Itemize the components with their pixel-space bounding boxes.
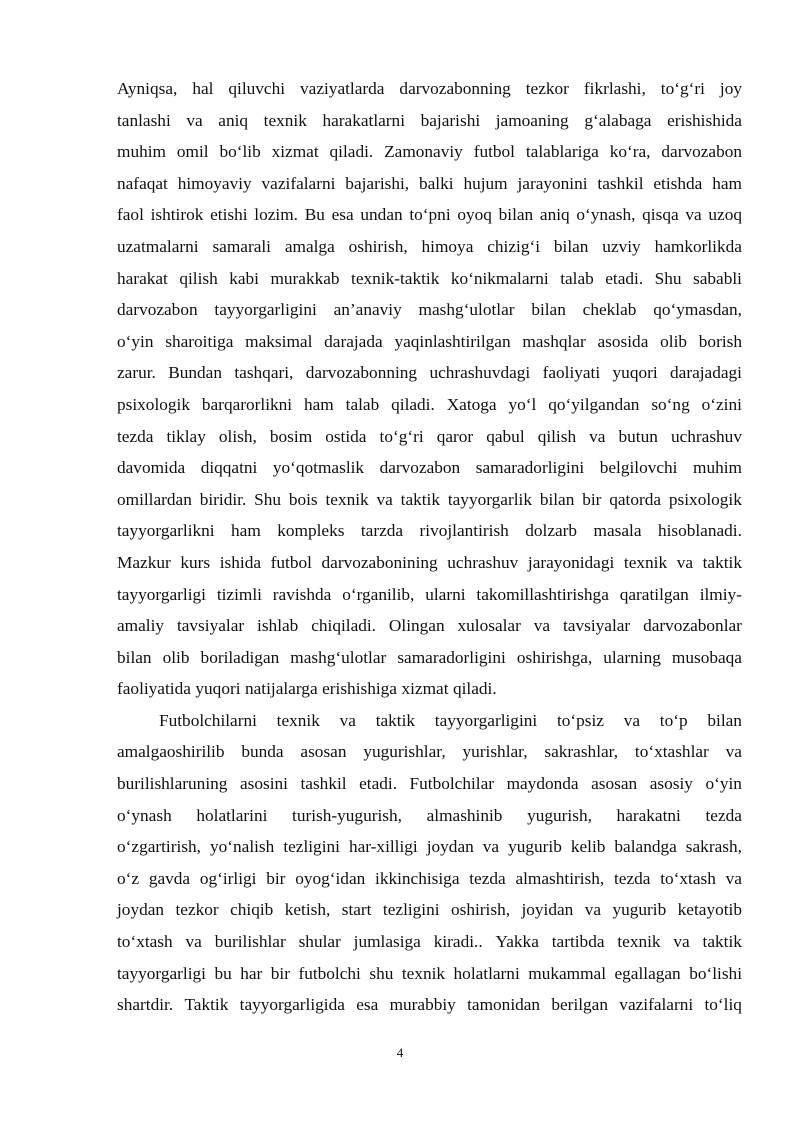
text-line: psixologik barqarorlikni ham talab qiladi. Xatoga yo‘l qo‘yilgandan so‘ng o‘zini — [117, 394, 742, 414]
text-line: amalgaoshirilib bunda asosan yugurishlar, yurishlar, sakrashlar, to‘xtashlar va — [117, 742, 742, 762]
text-line: o‘yin sharoitiga maksimal darajada yaqinlashtirilgan mashqlar asosida olib borish — [117, 331, 742, 351]
text-line: tanlashi va aniq texnik harakatlarni bajarishi jamoaning g‘alabaga erishishida — [117, 110, 742, 130]
text-line: nafaqat himoyaviy vazifalarni bajarishi, balki hujum jarayonini tashkil etishda ham — [117, 173, 742, 193]
text-line: o‘ynash holatlarini turish-yugurish, almashinib yugurish, harakatni tezda — [117, 805, 742, 825]
text-line: o‘zgartirish, yo‘nalish tezligini har-xilligi joydan va yugurib kelib balandga sakrash, — [117, 837, 742, 857]
text-line: faol ishtirok etishi lozim. Bu esa undan to‘pni oyoq bilan aniq o‘ynash, qisqa va uzoq — [117, 205, 742, 225]
text-line: joydan tezkor chiqib ketish, start tezligini oshirish, joyidan va yugurib ketayotib — [117, 900, 742, 920]
paragraph — [117, 705, 742, 1021]
page-number: 4 — [396, 1045, 404, 1060]
text-line: amaliy tavsiyalar ishlab chiqiladi. Olingan xulosalar va tavsiyalar darvozabonlar — [117, 616, 742, 636]
text-line: Ayniqsa, hal qiluvchi vaziyatlarda darvozabonning tezkor fikrlashi, to‘g‘ri joy — [117, 79, 742, 98]
text-line: tayyorgarlikni ham kompleks tarzda rivojlantirish dolzarb masala hisoblanadi. — [117, 521, 742, 541]
text-line: tezda tiklay olish, bosim ostida to‘g‘ri qaror qabul qilish va butun uchrashuv — [117, 426, 742, 446]
body-text — [117, 73, 742, 1021]
text-line: shartdir. Taktik tayyorgarligida esa murabbiy tamonidan berilgan vazifalarni to‘liq — [117, 995, 742, 1015]
text-line: bilan olib boriladigan mashg‘ulotlar samaradorligini oshirishga, ularning musobaqa — [117, 647, 742, 667]
text-line: tayyorgarligi bu har bir futbolchi shu texnik holatlarni mukammal egallagan bo‘lishi — [117, 963, 742, 983]
text-line: uzatmalarni samarali amalga oshirish, himoya chizig‘i bilan uzviy hamkorlikda — [117, 236, 742, 256]
paragraph — [117, 73, 742, 705]
text-line: omillardan biridir. Shu bois texnik va taktik tayyorgarlik bilan bir qatorda psixologik — [117, 489, 742, 509]
text-line: to‘xtash va burilishlar shular jumlasiga kiradi.. Yakka tartibda texnik va taktik — [117, 932, 742, 952]
text-line: harakat qilish kabi murakkab texnik-taktik ko‘nikmalarni talab etadi. Shu sababli — [117, 268, 742, 288]
text-line: davomida diqqatni yo‘qotmaslik darvozabon samaradorligini belgilovchi muhim — [117, 458, 742, 478]
text-line: Mazkur kurs ishida futbol darvozabonining uchrashuv jarayonidagi texnik va taktik — [117, 552, 742, 572]
text-line: muhim omil bo‘lib xizmat qiladi. Zamonaviy futbol talablariga ko‘ra, darvozabon — [117, 142, 742, 162]
text-line: faoliyatida yuqori natijalarga erishishiga xizmat qiladi. — [117, 679, 497, 699]
text-line: burilishlaruning asosini tashkil etadi. Futbolchilar maydonda asosan asosiy o‘yin — [117, 774, 742, 794]
text-line: tayyorgarligi tizimli ravishda o‘rganilib, ularni takomillashtirishga qaratilgan ilmiy- — [117, 584, 742, 604]
text-line: darvozabon tayyorgarligini an’anaviy mashg‘ulotlar bilan cheklab qo‘ymasdan, — [117, 300, 742, 320]
text-line: Futbolchilarni texnik va taktik tayyorgarligini to‘psiz va to‘p bilan — [159, 710, 742, 730]
text-line: zarur. Bundan tashqari, darvozabonning uchrashuvdagi faoliyati yuqori darajadagi — [117, 363, 742, 383]
text-line: o‘z gavda og‘irligi bir oyog‘idan ikkinchisiga tezda almashtirish, tezda to‘xtash va — [117, 868, 742, 888]
